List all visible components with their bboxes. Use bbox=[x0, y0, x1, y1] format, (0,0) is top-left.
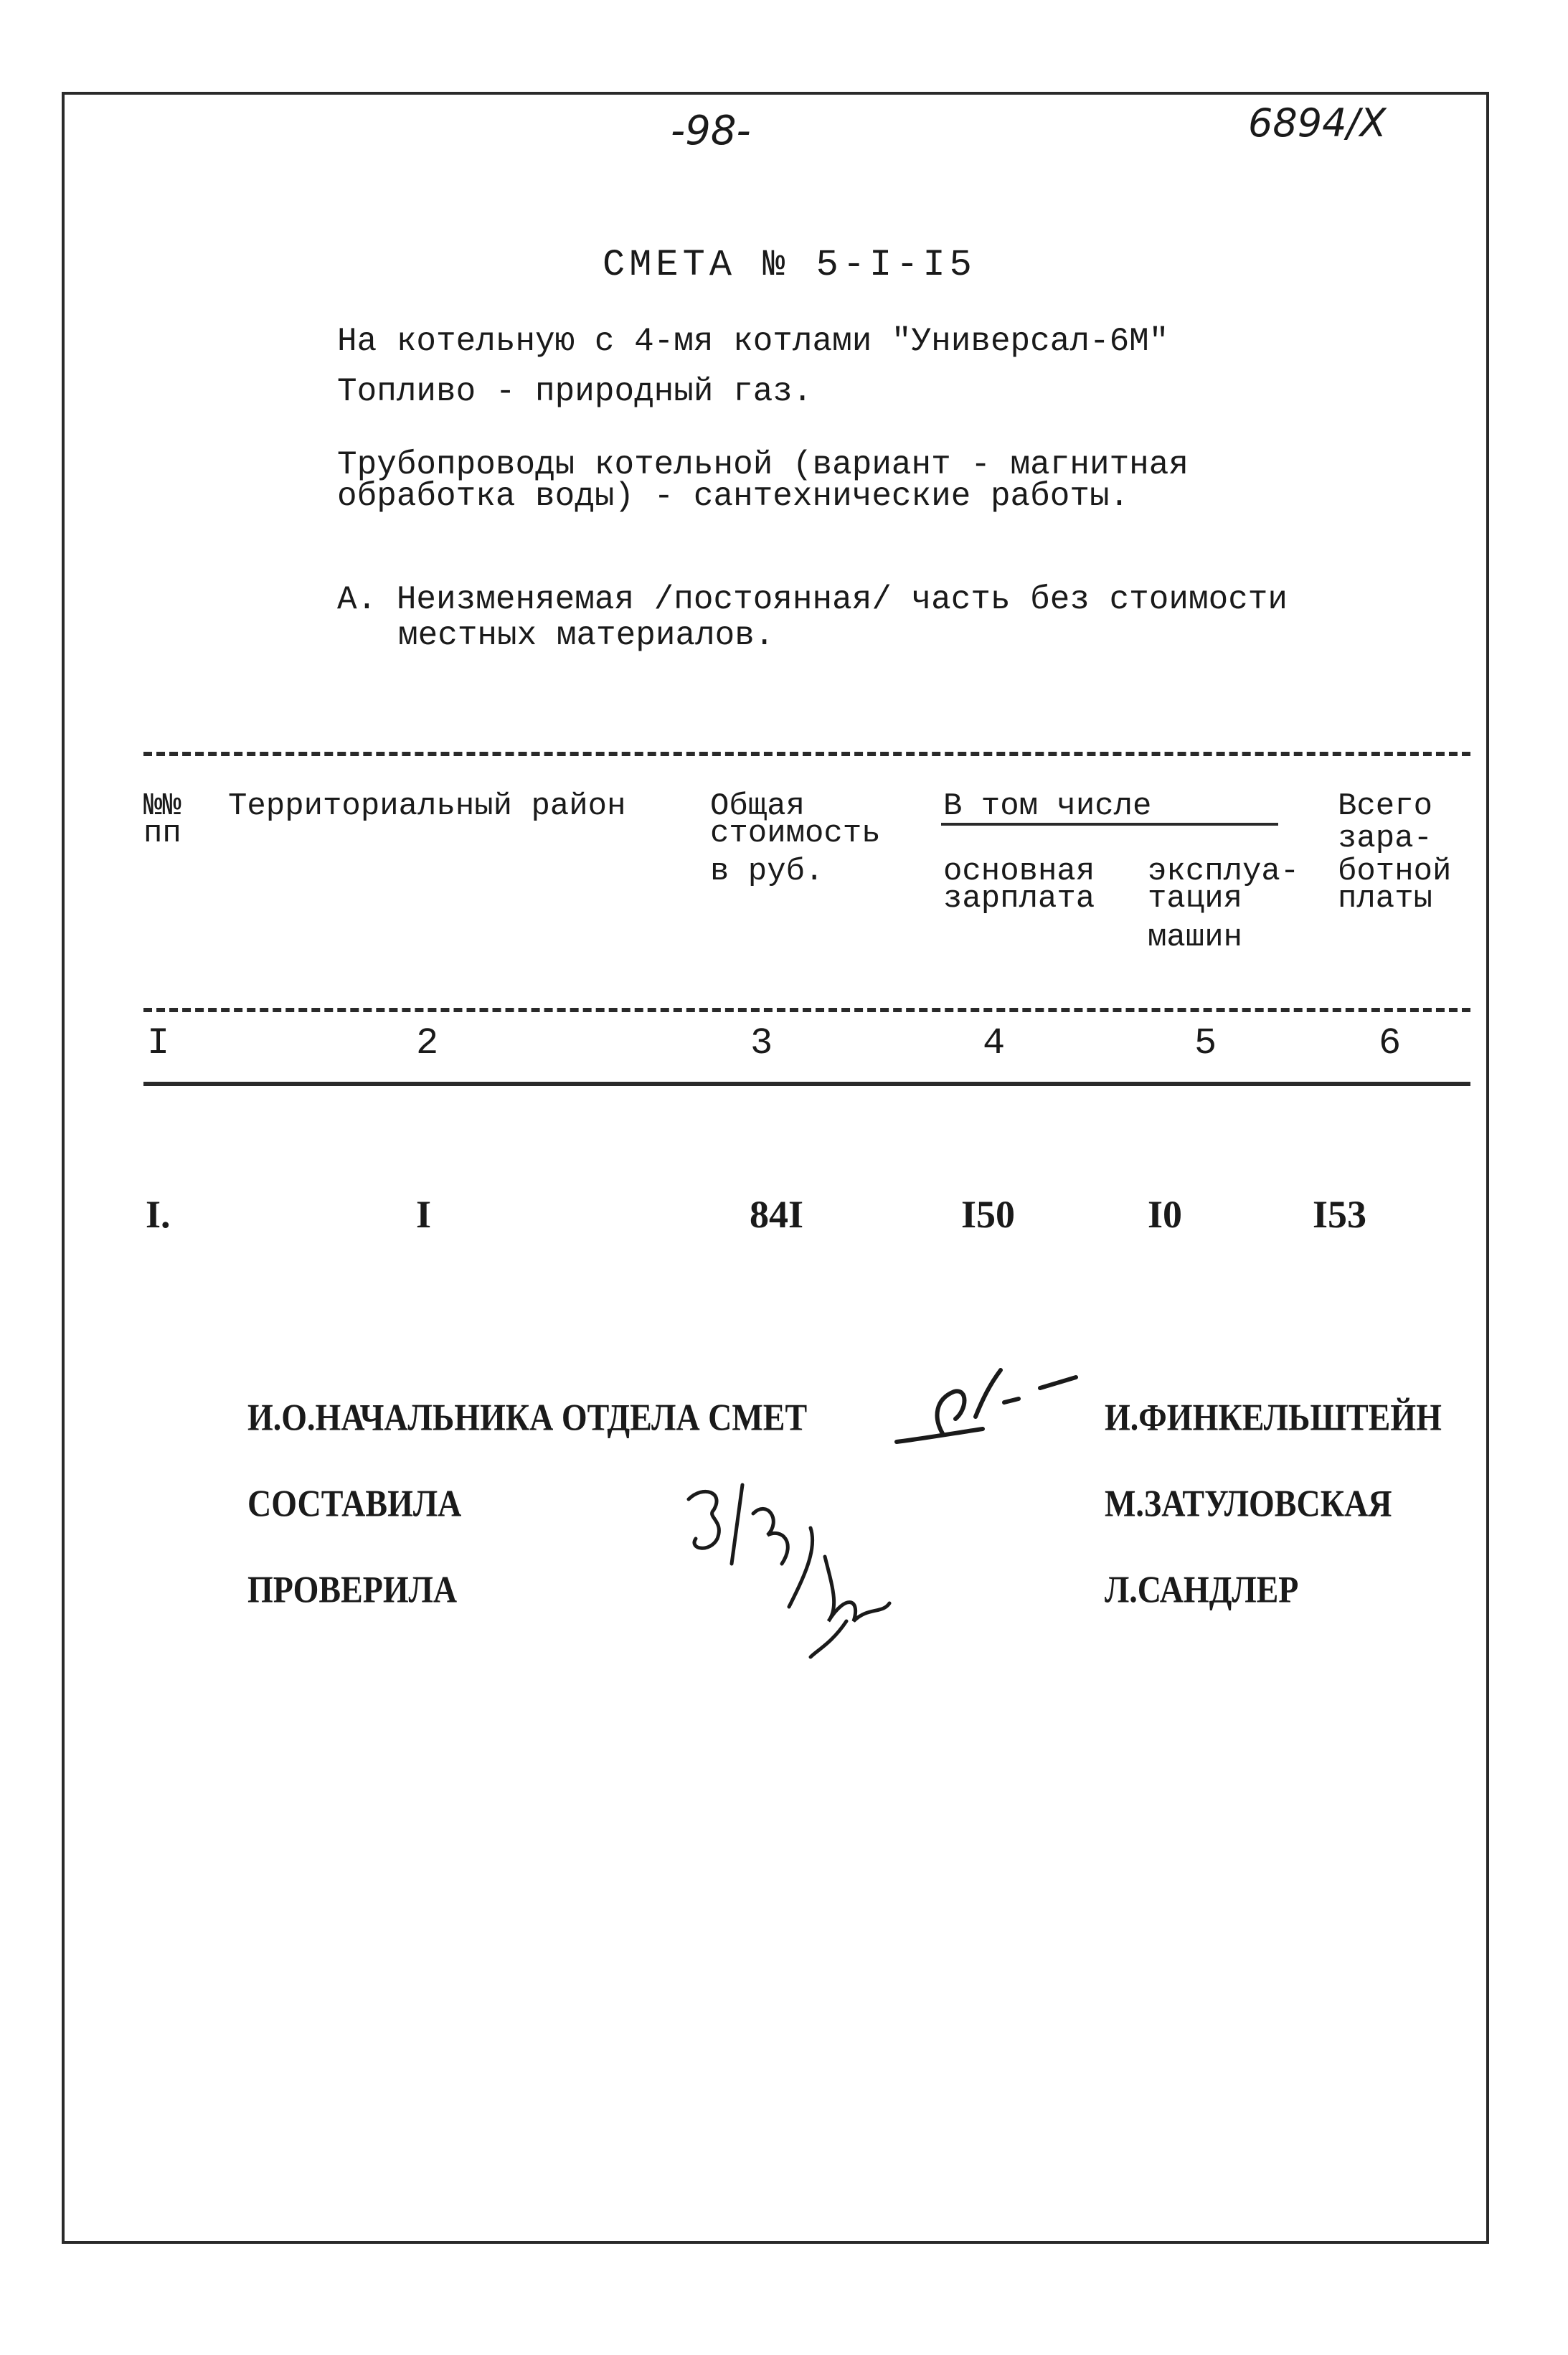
signature-role-2: СОСТАВИЛА bbox=[247, 1482, 462, 1524]
row-1-region: I bbox=[416, 1193, 432, 1236]
row-1-wages-total: I53 bbox=[1313, 1193, 1367, 1236]
header-total-1: Общая bbox=[710, 788, 806, 824]
header-salary-1: основная bbox=[943, 854, 1095, 889]
section-line-2: местных материалов. bbox=[398, 617, 775, 654]
subject-line-1: Трубопроводы котельной (вариант - магнитная bbox=[337, 446, 1189, 483]
header-region: Территориальный район bbox=[228, 788, 626, 824]
colnum-1: I bbox=[147, 1022, 170, 1065]
signature-role-1: И.О.НАЧАЛЬНИКА ОТДЕЛА СМЕТ bbox=[247, 1396, 808, 1438]
colnum-5: 5 bbox=[1194, 1022, 1217, 1065]
signature-role-3: ПРОВЕРИЛА bbox=[247, 1568, 458, 1610]
header-machines-1: эксплуа- bbox=[1148, 854, 1300, 889]
page-border bbox=[62, 92, 1489, 2244]
header-wages-1: Всего bbox=[1338, 788, 1433, 824]
signature-name-1: И.ФИНКЕЛЬШТЕЙН bbox=[1105, 1396, 1442, 1438]
handwritten-signature-2 bbox=[674, 1471, 911, 1664]
header-group: В том числе bbox=[943, 788, 1152, 824]
header-machines-2: тация bbox=[1148, 881, 1243, 917]
section-line-1: А. Неизменяемая /постоянная/ часть без стоимости bbox=[337, 581, 1288, 618]
intro-line-1: На котельную с 4-мя котлами "Универсал-6М" bbox=[337, 323, 1169, 360]
colnum-4: 4 bbox=[983, 1022, 1006, 1065]
header-wages-3: ботной bbox=[1338, 854, 1452, 889]
header-salary-2: зарплата bbox=[943, 881, 1095, 917]
header-total-3: в руб. bbox=[710, 854, 824, 889]
header-bottom-rule bbox=[143, 1008, 1470, 1012]
row-1-salary: I50 bbox=[961, 1193, 1016, 1236]
colnum-3: 3 bbox=[750, 1022, 773, 1065]
document-title: СМЕТА № 5-I-I5 bbox=[603, 244, 976, 286]
header-wages-2: зара- bbox=[1338, 821, 1433, 856]
intro-line-2: Топливо - природный газ. bbox=[337, 373, 813, 410]
handwritten-signature-1 bbox=[875, 1349, 1105, 1463]
header-num-1: №№ bbox=[143, 788, 181, 824]
header-group-underline bbox=[941, 823, 1278, 826]
colnum-2: 2 bbox=[416, 1022, 439, 1065]
table-top-rule bbox=[143, 752, 1470, 756]
colnum-6: 6 bbox=[1379, 1022, 1402, 1065]
header-machines-3: машин bbox=[1148, 920, 1243, 955]
row-1-num: I. bbox=[146, 1193, 171, 1236]
subject-line-2: обработка воды) - сантехнические работы. bbox=[337, 478, 1130, 515]
header-total-2: стоимость bbox=[710, 816, 881, 851]
row-1-total: 84I bbox=[750, 1193, 804, 1236]
page-number: -98- bbox=[671, 108, 751, 154]
header-wages-4: платы bbox=[1338, 881, 1433, 917]
signature-name-3: Л.САНДЛЕР bbox=[1105, 1568, 1299, 1610]
document-id: 6894/X bbox=[1248, 100, 1387, 146]
row-1-machines: I0 bbox=[1148, 1193, 1183, 1236]
signature-name-2: М.ЗАТУЛОВСКАЯ bbox=[1105, 1482, 1392, 1524]
numbers-bottom-rule bbox=[143, 1082, 1470, 1086]
header-num-2: пп bbox=[143, 816, 181, 851]
